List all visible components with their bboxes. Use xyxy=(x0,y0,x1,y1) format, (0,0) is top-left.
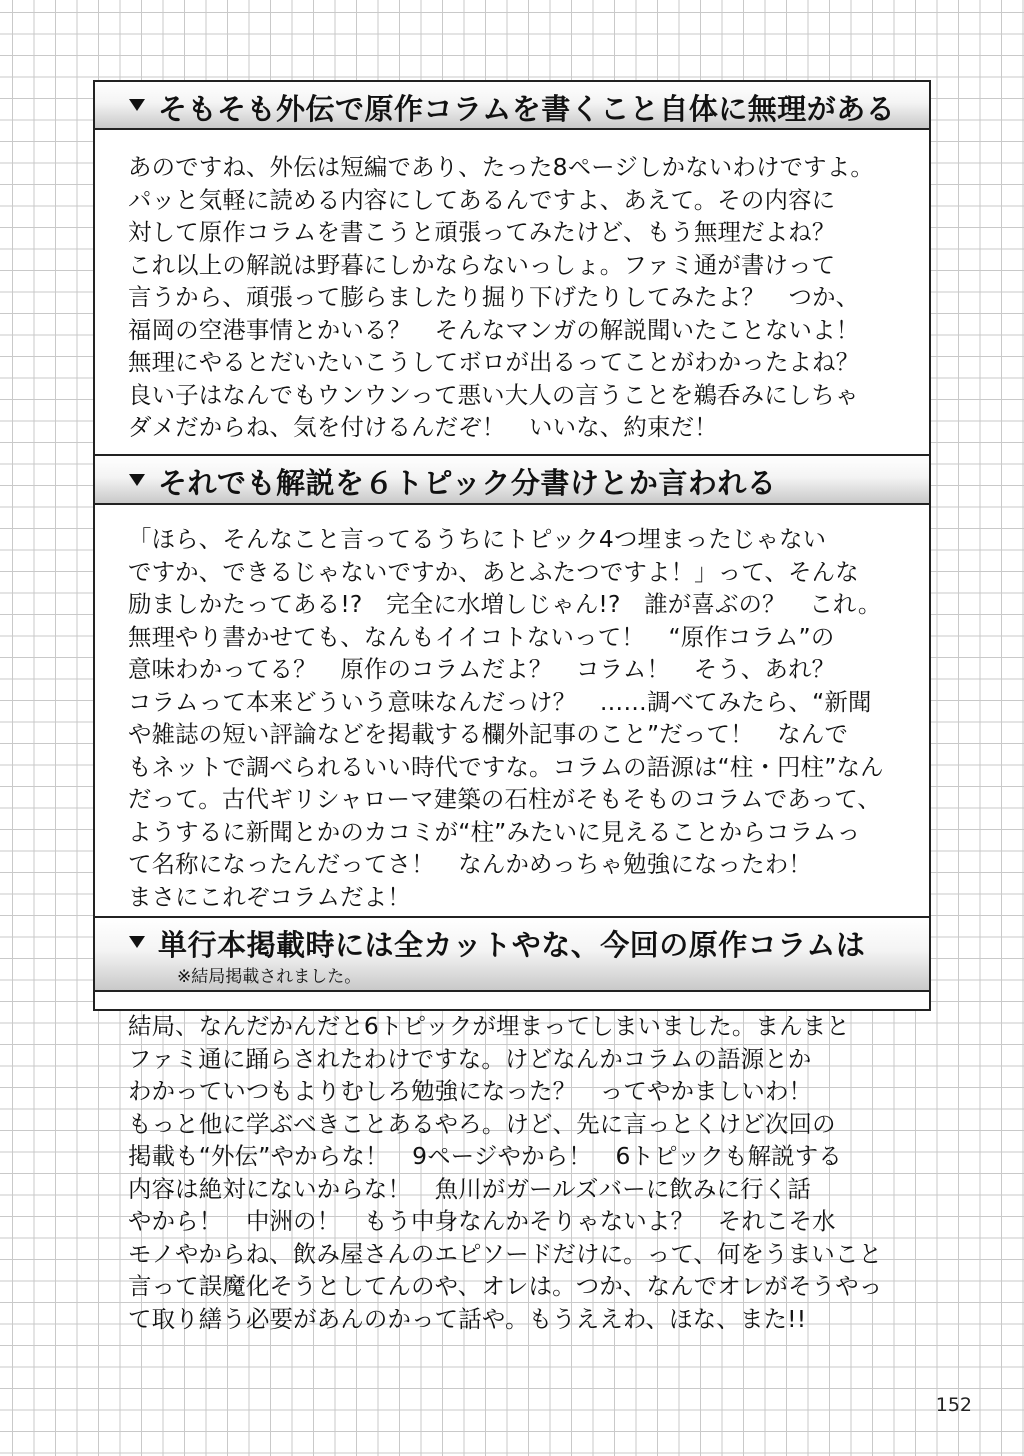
section-1-text: あのですね、外伝は短編であり、たった8ページしかないわけですよ。 パッと気軽に読める内容にしてあるんですよ、あえて。その内容に 対して原作コラムを書こうと頑張ってみたけど、もう無理だよね？ これ以上の解説は野暮にしかならないっしょ。ファミ通が書けって 言うから、頑張って膨らましたり掘り下げたりしてみたよ？ つか、 福岡の空港事情とかいる？ そんなマンガの解説聞いたことないよ！ 無理にやるとだいたいこうしてボロが出るってことがわかったよね？ 良い子はなんでもウンウンって悪い大人の言うことを鵜呑みにしちゃ ダメだからね、気を付けるんだぞ！ いいな、約束だ！ xyxy=(128,153,874,441)
section-3 xyxy=(95,918,929,1335)
section-3-header xyxy=(95,918,929,992)
page-number: 152 xyxy=(935,1394,972,1416)
section-2-text: 「ほら、そんなこと言ってるうちにトピック4つ埋まったじゃない ですか、できるじゃないですか、あとふたつですよ！」って、そんな 励ましかたってある!? 完全に水増しじゃん!? 誰が喜ぶの？ これ。 無理やり書かせても、なんもイイコトないって！ “原作コラム”の 意味わかってる？ 原作のコラムだよ？ コラム！ そう、あれ？ コラムって本来どういう意味なんだっけ？ ……調べてみたら、“新聞 や雑誌の短い評論などを掲載する欄外記事のこと”だって！ なんで もネットで調べられるいい時代ですな。コラムの語源は“柱・円柱”なん だって。古代ギリシャローマ建築の石柱がそもそものコラムであって、 ようするに新聞とかのカコミが“柱”みたいに見えることからコラムっ て名称になったんだってさ！ なんかめっちゃ勉強になったわ！ まさにこれぞコラムだよ！ xyxy=(128,525,884,911)
section-1-header xyxy=(95,82,929,130)
section-2-body xyxy=(95,505,929,913)
triangle-bullet-icon xyxy=(129,99,145,111)
section-3-body xyxy=(95,992,929,1335)
section-3-text: 結局、なんだかんだと6トピックが埋まってしまいました。まんまと ファミ通に踊らされたわけですな。けどなんかコラムの語源とか わかっていつもよりむしろ勉強になった？ ってやかましいわ！ もっと他に学ぶべきことあるやろ。けど、先に言っとくけど次回の 掲載も“外伝”やからな！ 9ページやから！ 6トピックも解説する 内容は絶対にないからな！ 魚川がガールズバーに飲みに行く話 やから！ 中洲の！ もう中身なんかそりゃないよ？ それこそ水 モノやからね、飲み屋さんのエピソードだけに。って、何をうまいこと 言って誤魔化そうとしてんのや、オレは。つか、なんでオレがそうやっ て取り繕う必要があんのかって話や。もうええわ、ほな、また!! xyxy=(128,1012,883,1333)
section-2-title: それでも解説を６トピック分書けとか言われる xyxy=(158,466,777,500)
section-1-body xyxy=(95,130,929,444)
section-3-title: 単行本掲載時には全カットやな、今回の原作コラムは xyxy=(158,928,866,962)
section-1-title: そもそも外伝で原作コラムを書くこと自体に無理がある xyxy=(158,92,896,126)
section-2-header xyxy=(95,456,929,505)
column-panel xyxy=(93,80,931,1333)
section-2 xyxy=(95,456,929,918)
triangle-bullet-icon xyxy=(129,936,145,948)
triangle-bullet-icon xyxy=(129,474,145,486)
section-1 xyxy=(95,82,929,456)
section-3-note: ※結局掲載されました。 xyxy=(177,967,362,987)
